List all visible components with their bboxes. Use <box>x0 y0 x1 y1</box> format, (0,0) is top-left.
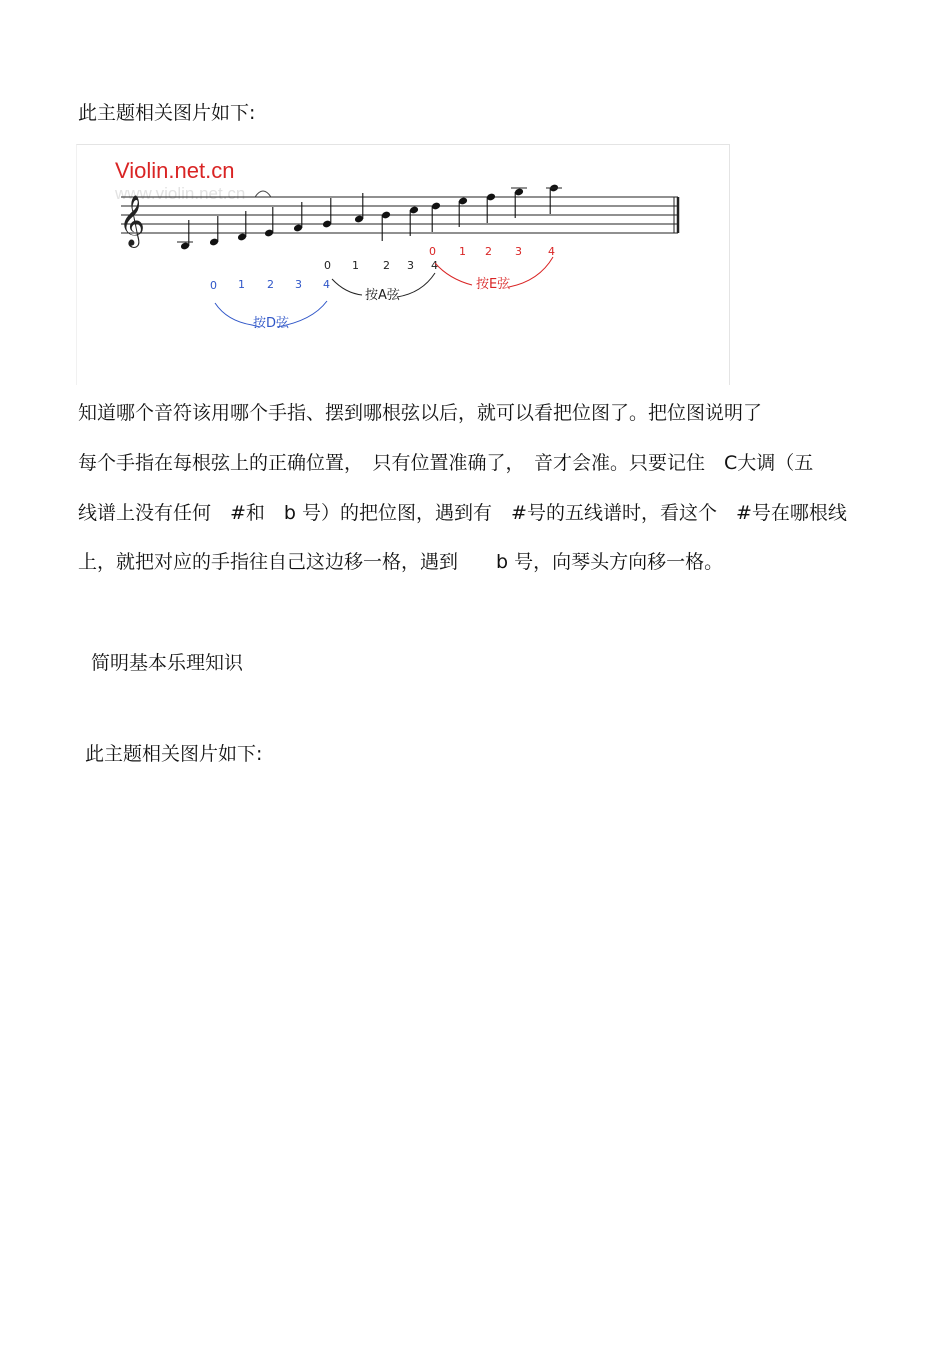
phrase-arc <box>255 191 271 197</box>
fingers-red <box>429 245 555 258</box>
finger-number: 0 <box>324 259 331 272</box>
brand-logo-text: Violin.net.cn <box>115 158 235 183</box>
finger-number: 3 <box>407 259 414 272</box>
finger-number: 0 <box>210 279 217 292</box>
treble-clef-icon: 𝄞 <box>119 195 146 246</box>
finger-number: 2 <box>485 245 492 258</box>
fingering-diagram <box>77 145 729 385</box>
heading-bottom: 此主题相关图片如下: <box>85 743 263 765</box>
finger-number: 1 <box>238 278 245 291</box>
finger-number: 4 <box>548 245 555 258</box>
string-label-red: 按E弦 <box>476 277 511 292</box>
finger-number: 2 <box>267 278 274 291</box>
fingers-black <box>324 259 438 272</box>
string-label-black: 按A弦 <box>365 288 400 303</box>
heading-top: 此主题相关图片如下: <box>78 102 256 124</box>
finger-number: 3 <box>295 278 302 291</box>
finger-number: 3 <box>515 245 522 258</box>
section-title: 简明基本乐理知识 <box>91 652 244 674</box>
finger-number: 4 <box>323 278 330 291</box>
finger-number: 4 <box>431 259 438 272</box>
paragraph-line: 知道哪个音符该用哪个手指、摆到哪根弦以后，就可以看把位图了。把位图说明了 <box>78 402 763 424</box>
fingers-blue <box>210 278 330 292</box>
finger-number: 2 <box>383 259 390 272</box>
paragraph-line: 线谱上没有任何 #和 b 号）的把位图，遇到有 #号的五线谱时，看这个 #号在哪根线 <box>78 502 847 524</box>
finger-number: 1 <box>352 259 359 272</box>
watermark-text: www.violin.net.cn <box>115 184 246 203</box>
finger-number: 0 <box>429 245 436 258</box>
paragraph-line: 上，就把对应的手指往自己这边移一格，遇到 b 号，向琴头方向移一格。 <box>78 551 724 573</box>
violin-fingering-figure <box>76 144 730 385</box>
string-label-blue: 按D弦 <box>253 316 290 331</box>
paragraph-line: 每个手指在每根弦上的正确位置， 只有位置准确了， 音才会准。只要记住 C大调（五 <box>78 452 814 474</box>
finger-number: 1 <box>459 245 466 258</box>
